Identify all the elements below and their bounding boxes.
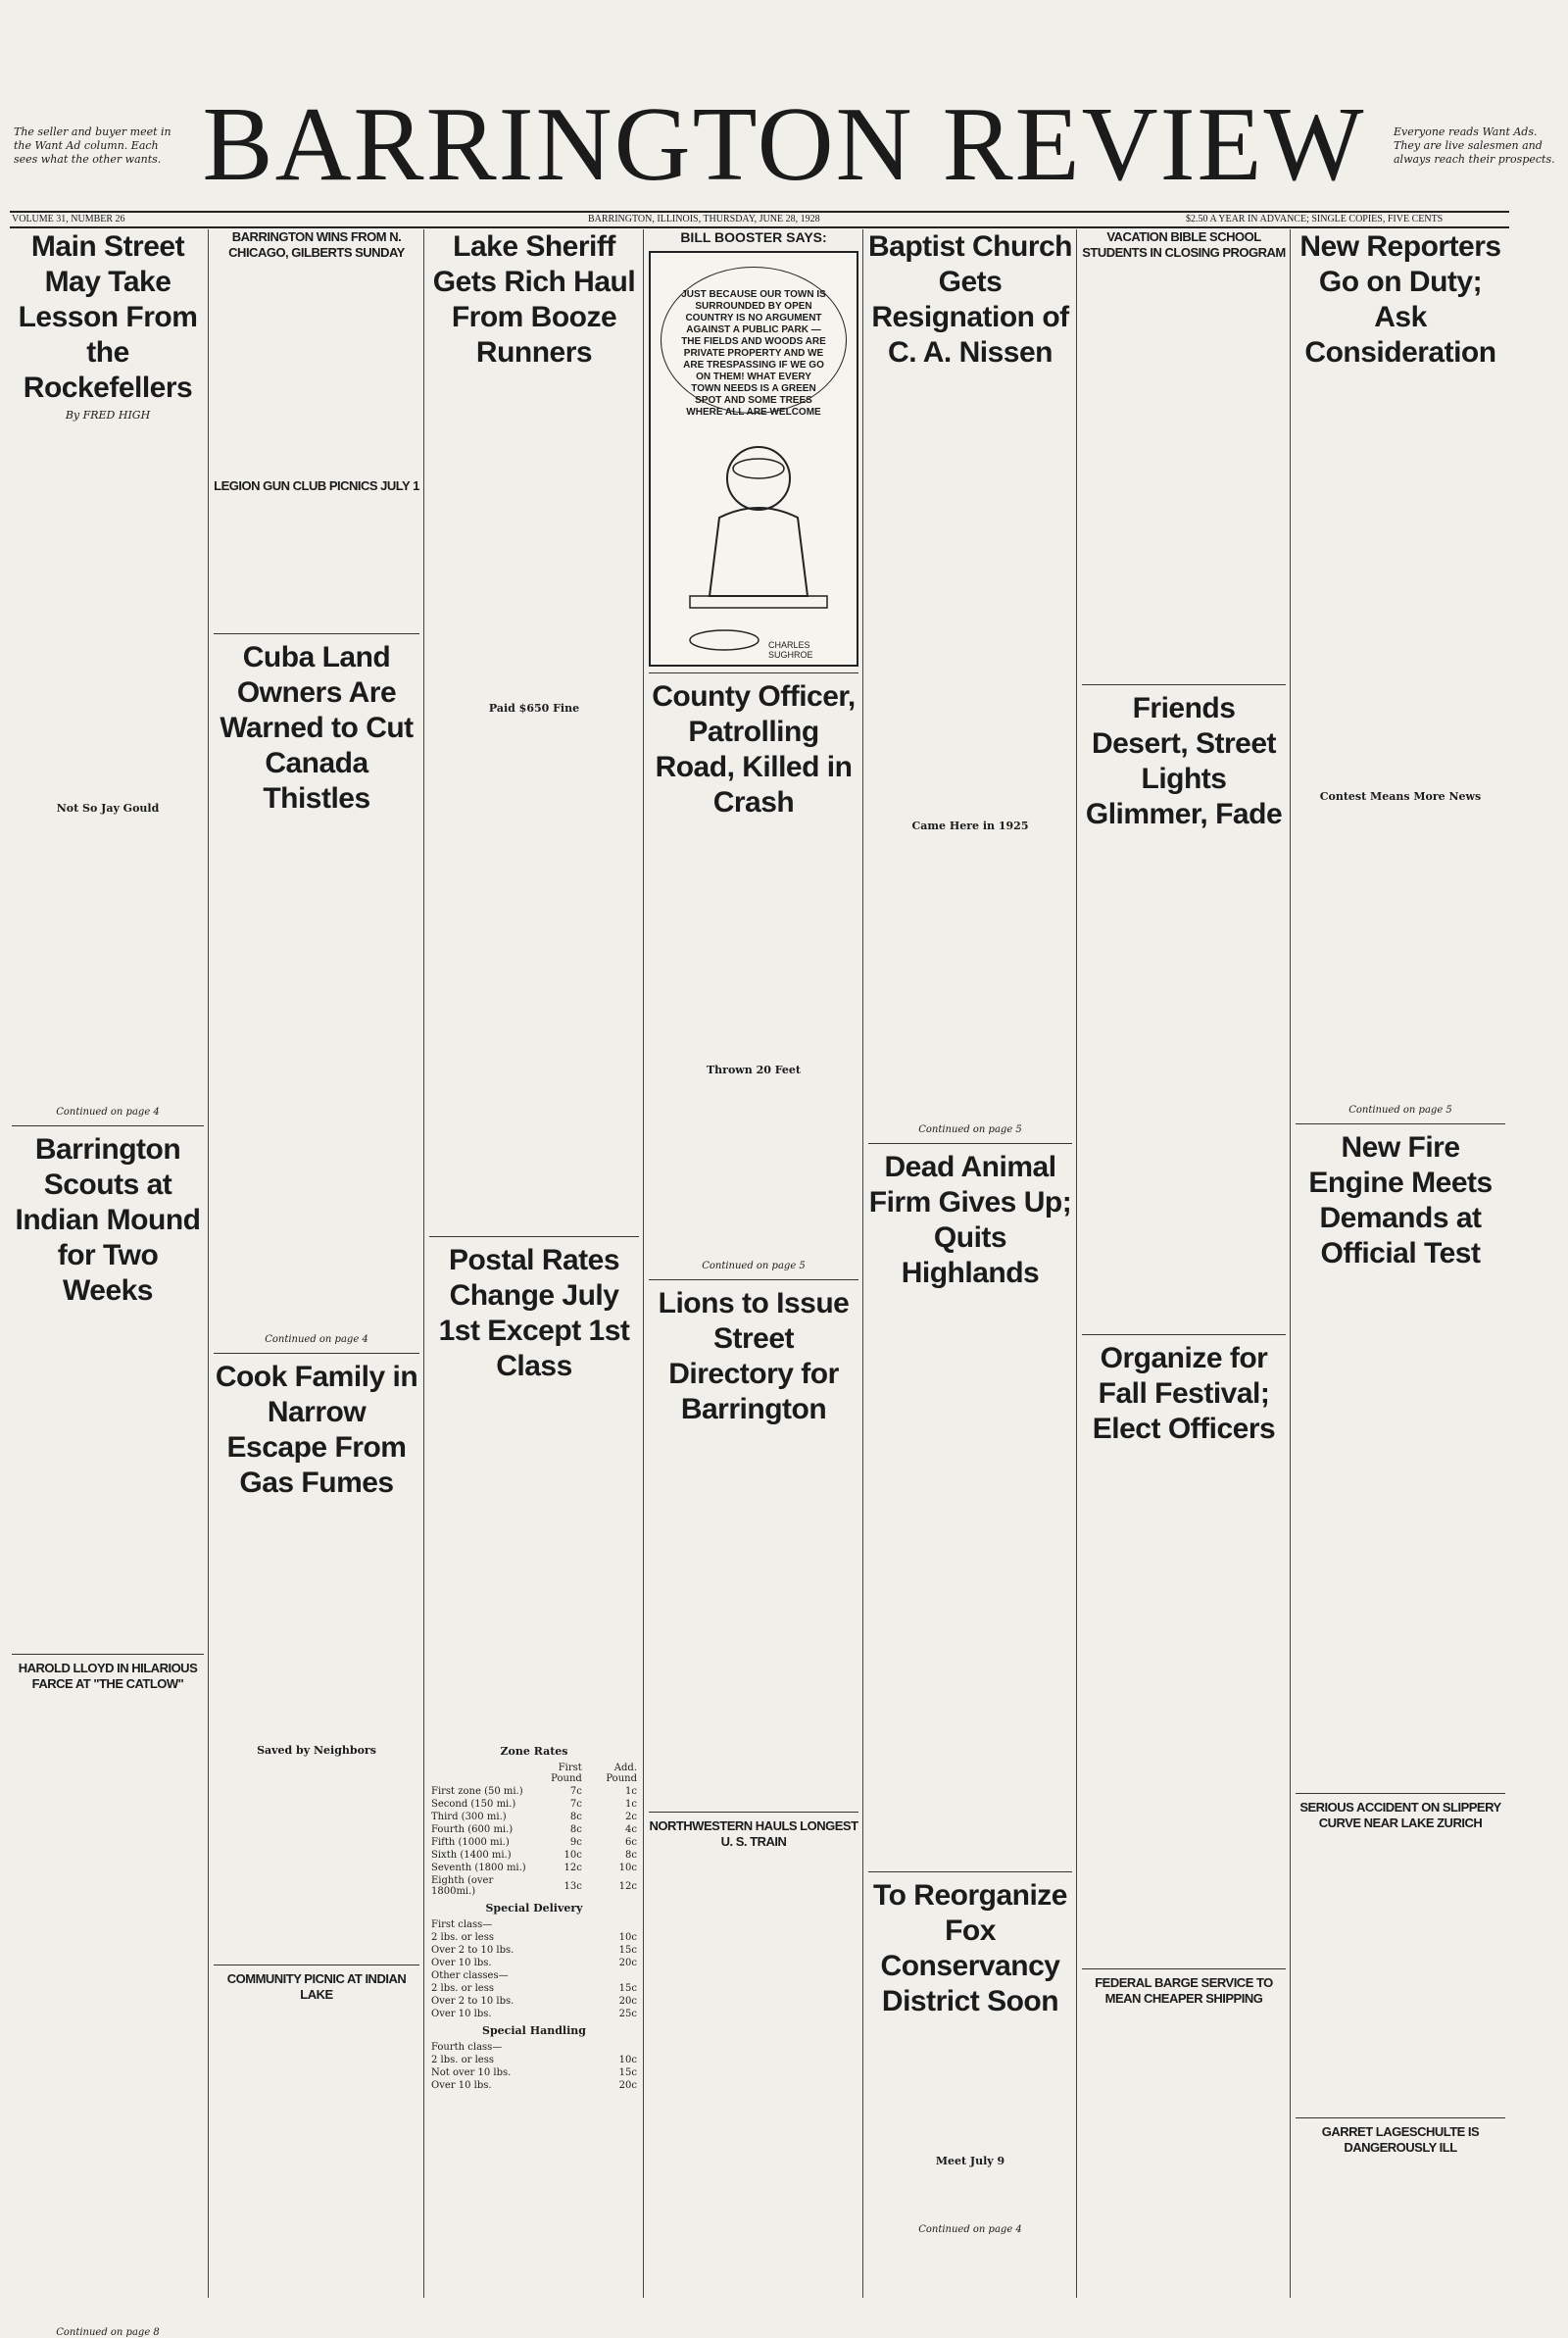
row-label: Not over 10 lbs.	[431, 2067, 512, 2078]
row-label: Other classes—	[431, 1970, 509, 1981]
headline: Lake Sheriff Gets Rich Haul From Booze Runners	[432, 230, 636, 369]
row-label: Seventh (1800 mi.)	[431, 1863, 526, 1873]
headline: New Fire Engine Meets Demands at Official Test	[1308, 1131, 1493, 1269]
table-row	[429, 1836, 639, 1849]
headline: Cuba Land Owners Are Warned to Cut Canada Thistles	[220, 641, 414, 815]
article-legion-gun-club	[214, 478, 419, 625]
body-text-placeholder	[868, 836, 1072, 1120]
body-text-placeholder	[1296, 807, 1505, 1101]
row-value: 20c	[618, 1958, 637, 1968]
row-value: 1c	[625, 1799, 637, 1810]
row-value: 8c	[625, 1850, 637, 1861]
subhead: Meet July 9	[935, 2155, 1005, 2167]
subhead: Special Handling	[482, 2024, 586, 2037]
row-label: Eighth (over 1800mi.)	[431, 1875, 494, 1897]
row-value: 20c	[618, 2080, 637, 2091]
subhead: Saved by Neighbors	[257, 1744, 376, 1757]
table-row	[429, 1798, 639, 1811]
headline: HAROLD LLOYD IN HILARIOUS FARCE AT "THE CATLOW"	[18, 1661, 198, 1691]
headline: County Officer, Patrolling Road, Killed in Crash	[652, 680, 856, 819]
headline: Barrington Scouts at Indian Mound for Two Weeks	[15, 1133, 201, 1307]
column-rule	[1290, 229, 1291, 2298]
left-ear-note: The seller and buyer meet in the Want Ad column. Each sees what the other wants.	[14, 125, 172, 166]
table-row	[429, 2066, 639, 2079]
headline: Friends Desert, Street Lights Glimmer, Fade	[1085, 692, 1283, 830]
subscription-price: $2.50 A YEAR IN ADVANCE; SINGLE COPIES, FIVE CENTS	[1186, 214, 1444, 224]
row-label: Over 10 lbs.	[431, 1958, 492, 1968]
headline: Postal Rates Change July 1st Except 1st Class	[438, 1244, 630, 1382]
body-text-placeholder	[214, 2007, 419, 2095]
subhead: Special Delivery	[485, 1902, 583, 1915]
article-fox-conservancy	[868, 1878, 1072, 2235]
column-4	[649, 229, 858, 2298]
cartoon-title: BILL BOOSTER SAYS:	[680, 229, 827, 245]
article-federal-barge	[1082, 1975, 1286, 2158]
column-3	[429, 229, 639, 2298]
article-lageschulte	[1296, 2124, 1505, 2238]
row-value: 15c	[618, 1983, 637, 1994]
body-text-placeholder	[868, 374, 1072, 816]
headline: FEDERAL BARGE SERVICE TO MEAN CHEAPER SHIPPING	[1095, 1975, 1273, 2006]
subhead: Paid $650 Fine	[488, 702, 580, 715]
continued-note: Continued on page 5	[918, 1124, 1022, 1135]
subhead: Contest Means More News	[1319, 790, 1482, 803]
column-rule	[423, 229, 424, 2298]
body-text-placeholder	[1296, 2160, 1505, 2238]
body-text-placeholder	[868, 2023, 1072, 2151]
headline: New Reporters Go on Duty; Ask Consideration	[1299, 230, 1501, 369]
table-row	[429, 1874, 639, 1898]
table-row	[429, 1823, 639, 1836]
subhead: Came Here in 1925	[911, 820, 1029, 832]
continued-note: Continued on page 4	[265, 1334, 368, 1345]
row-value: 8c	[569, 1824, 582, 1835]
table-row	[429, 1995, 639, 2008]
body-text-placeholder	[12, 1696, 204, 2323]
article-fire-engine	[1296, 1130, 1505, 1785]
row-value: 2c	[625, 1812, 637, 1822]
row-label: Fourth (600 mi.)	[431, 1824, 514, 1835]
row-value: 25c	[618, 2009, 637, 2019]
row-label: Sixth (1400 mi.)	[431, 1850, 512, 1861]
column-rule	[643, 229, 644, 2298]
cartoonist-signature: CHARLES SUGHROE	[768, 640, 813, 660]
table-row	[429, 1849, 639, 1862]
row-label: Third (300 mi.)	[431, 1812, 507, 1822]
row-label: First class—	[431, 1919, 493, 1930]
headline: Dead Animal Firm Gives Up; Quits Highlands	[868, 1151, 1072, 1289]
article-barrington-wins	[214, 229, 419, 471]
table-row	[429, 1862, 639, 1874]
body-text-placeholder	[649, 1854, 858, 2030]
article-rockefellers	[12, 229, 204, 1118]
headline: BARRINGTON WINS FROM N. CHICAGO, GILBERTS SUNDAY	[228, 229, 405, 260]
table-row	[429, 1944, 639, 1957]
body-text-placeholder	[429, 1388, 639, 1741]
column-rule	[1076, 229, 1077, 2298]
table-row	[429, 1982, 639, 1995]
row-value: 10c	[618, 2055, 637, 2065]
row-value: 4c	[625, 1824, 637, 1835]
row-value: 9c	[569, 1837, 582, 1848]
body-text-placeholder	[1082, 836, 1286, 1326]
body-text-placeholder	[214, 821, 419, 1330]
body-text-placeholder	[214, 265, 419, 471]
article-scouts	[12, 1132, 204, 1646]
article-postal-rates	[429, 1243, 639, 2092]
table-row	[429, 1957, 639, 1969]
row-label: Over 2 to 10 lbs.	[431, 1996, 514, 2007]
row-label: Over 2 to 10 lbs.	[431, 1945, 514, 1956]
row-label: First zone (50 mi.)	[431, 1786, 523, 1797]
table-row	[429, 2054, 639, 2066]
headline: SERIOUS ACCIDENT ON SLIPPERY CURVE NEAR LAKE ZURICH	[1299, 1800, 1501, 1830]
table-row	[429, 1931, 639, 1944]
row-label: Fourth class—	[431, 2042, 503, 2053]
headline: VACATION BIBLE SCHOOL STUDENTS IN CLOSING PROGRAM	[1082, 229, 1286, 260]
row-value: 15c	[618, 2067, 637, 2078]
article-lake-sheriff	[429, 229, 639, 1228]
article-dead-animal-firm	[868, 1150, 1072, 1864]
article-fall-festival	[1082, 1341, 1286, 1961]
row-label: Fifth (1000 mi.)	[431, 1837, 510, 1848]
table-row	[429, 1918, 639, 1931]
row-value	[597, 1969, 639, 1982]
table-row	[429, 1969, 639, 1982]
continued-note: Continued on page 5	[702, 1261, 806, 1271]
row-label: 2 lbs. or less	[431, 2055, 494, 2065]
body-text-placeholder	[868, 2171, 1072, 2220]
column-rule	[208, 229, 209, 2298]
zone-rates-table	[429, 1762, 639, 1898]
special-handling-table	[429, 2041, 639, 2092]
body-text-placeholder	[1296, 374, 1505, 786]
headline: Baptist Church Gets Resignation of C. A. Nissen	[868, 230, 1073, 369]
table-row	[429, 2079, 639, 2092]
row-value: 7c	[569, 1799, 582, 1810]
row-value	[597, 1918, 639, 1931]
rates-title: Zone Rates	[500, 1745, 568, 1758]
cartoon-figure-illustration	[651, 410, 857, 665]
article-harold-lloyd	[12, 1661, 204, 2338]
bill-booster-cartoon	[649, 251, 858, 667]
body-text-placeholder	[429, 719, 639, 1228]
rates-col-header: First Pound	[551, 1763, 582, 1784]
subhead: Thrown 20 Feet	[706, 1064, 802, 1076]
row-value: 15c	[618, 1945, 637, 1956]
headline: Organize for Fall Festival; Elect Officers	[1092, 1342, 1276, 1445]
row-value: 10c	[618, 1932, 637, 1943]
article-baptist-church	[868, 229, 1072, 1135]
article-county-officer	[649, 679, 858, 1271]
article-bible-school	[1082, 229, 1286, 676]
dateline-bar	[10, 211, 1509, 228]
body-text-placeholder	[649, 1080, 858, 1257]
article-street-lights	[1082, 691, 1286, 1326]
column-6	[1082, 229, 1286, 2298]
row-value: 8c	[569, 1812, 582, 1822]
row-label: Second (150 mi.)	[431, 1799, 516, 1810]
masthead-title: BARRINGTON REVIEW	[202, 86, 1366, 203]
article-new-reporters	[1296, 229, 1505, 1116]
row-value: 7c	[569, 1786, 582, 1797]
body-text-placeholder	[1082, 2011, 1286, 2158]
cartoon-speech-bubble: JUST BECAUSE OUR TOWN IS SURROUNDED BY OPEN COUNTRY IS NO ARGUMENT AGAINST A PUBLIC PARK — THE FIELDS AND WOODS ARE PRIVATE PROPERTY AND WE ARE TRESPASSING IF WE GO ON THEM! WHAT EVERY TOWN NEEDS IS A GREEN SPOT AND SOME TREES WHERE ALL ARE WELCOME	[661, 267, 847, 414]
body-text-placeholder	[868, 1295, 1072, 1864]
continued-note: Continued on page 5	[1348, 1105, 1452, 1116]
column-5	[868, 229, 1072, 2298]
table-row	[429, 2041, 639, 2054]
continued-note: Continued on page 4	[918, 2224, 1022, 2235]
article-lions-directory	[649, 1286, 858, 1804]
volume-number: VOLUME 31, NUMBER 26	[12, 214, 125, 224]
subhead: Not So Jay Gould	[56, 802, 160, 815]
body-text-placeholder	[12, 819, 204, 1103]
byline: By FRED HIGH	[65, 409, 151, 422]
headline: Lions to Issue Street Directory for Barrington	[658, 1287, 850, 1425]
row-label: Over 10 lbs.	[431, 2080, 492, 2091]
table-row	[429, 1811, 639, 1823]
body-text-placeholder	[214, 1505, 419, 1740]
article-community-picnic	[214, 1971, 419, 2095]
body-text-placeholder	[1082, 1451, 1286, 1961]
table-row	[429, 2008, 639, 2020]
continued-note: Continued on page 8	[56, 2327, 160, 2338]
body-text-placeholder	[214, 498, 419, 625]
row-value: 10c	[618, 1863, 637, 1873]
headline: LEGION GUN CLUB PICNICS JULY 1	[214, 478, 419, 493]
table-row	[429, 1785, 639, 1798]
headline: NORTHWESTERN HAULS LONGEST U. S. TRAIN	[649, 1818, 858, 1849]
headline: GARRET LAGESCHULTE IS DANGEROUSLY ILL	[1321, 2124, 1480, 2155]
row-value: 10c	[564, 1850, 582, 1861]
column-2	[214, 229, 419, 2298]
article-cook-family	[214, 1360, 419, 1957]
row-value: 20c	[618, 1996, 637, 2007]
body-text-placeholder	[649, 1431, 858, 1804]
body-text-placeholder	[649, 824, 858, 1060]
rates-col-header: Add. Pound	[606, 1763, 637, 1784]
body-text-placeholder	[12, 425, 204, 798]
headline: Cook Family in Narrow Escape From Gas Fumes	[215, 1361, 418, 1499]
continued-note: Continued on page 4	[56, 1107, 160, 1118]
column-1	[12, 229, 204, 2338]
body-text-placeholder	[12, 1313, 204, 1646]
right-ear-note: Everyone reads Want Ads. They are live salesmen and always reach their prospects.	[1394, 125, 1555, 166]
row-label: Over 10 lbs.	[431, 2009, 492, 2019]
body-text-placeholder	[214, 1761, 419, 1957]
body-text-placeholder	[1082, 265, 1286, 676]
article-canada-thistles	[214, 640, 419, 1345]
row-label: 2 lbs. or less	[431, 1932, 494, 1943]
body-text-placeholder	[429, 374, 639, 698]
headline: To Reorganize Fox Conservancy District Soon	[873, 1879, 1067, 2017]
place-date: BARRINGTON, ILLINOIS, THURSDAY, JUNE 28, 1928	[588, 214, 820, 224]
special-delivery-table	[429, 1918, 639, 2020]
row-value: 12c	[618, 1880, 637, 1892]
column-rule	[862, 229, 863, 2298]
body-text-placeholder	[1296, 1275, 1505, 1785]
body-text-placeholder	[1296, 1835, 1505, 2110]
row-value: 1c	[625, 1786, 637, 1797]
row-value	[596, 2041, 639, 2054]
headline: Main Street May Take Lesson From the Rockefellers	[18, 230, 198, 404]
row-value: 13c	[564, 1880, 582, 1892]
row-label: 2 lbs. or less	[431, 1983, 494, 1994]
row-value: 12c	[564, 1863, 582, 1873]
row-value: 6c	[625, 1837, 637, 1848]
headline: COMMUNITY PICNIC AT INDIAN LAKE	[226, 1971, 407, 2002]
column-7	[1296, 229, 1505, 2298]
article-serious-accident	[1296, 1800, 1505, 2110]
article-northwestern-train	[649, 1818, 858, 2030]
